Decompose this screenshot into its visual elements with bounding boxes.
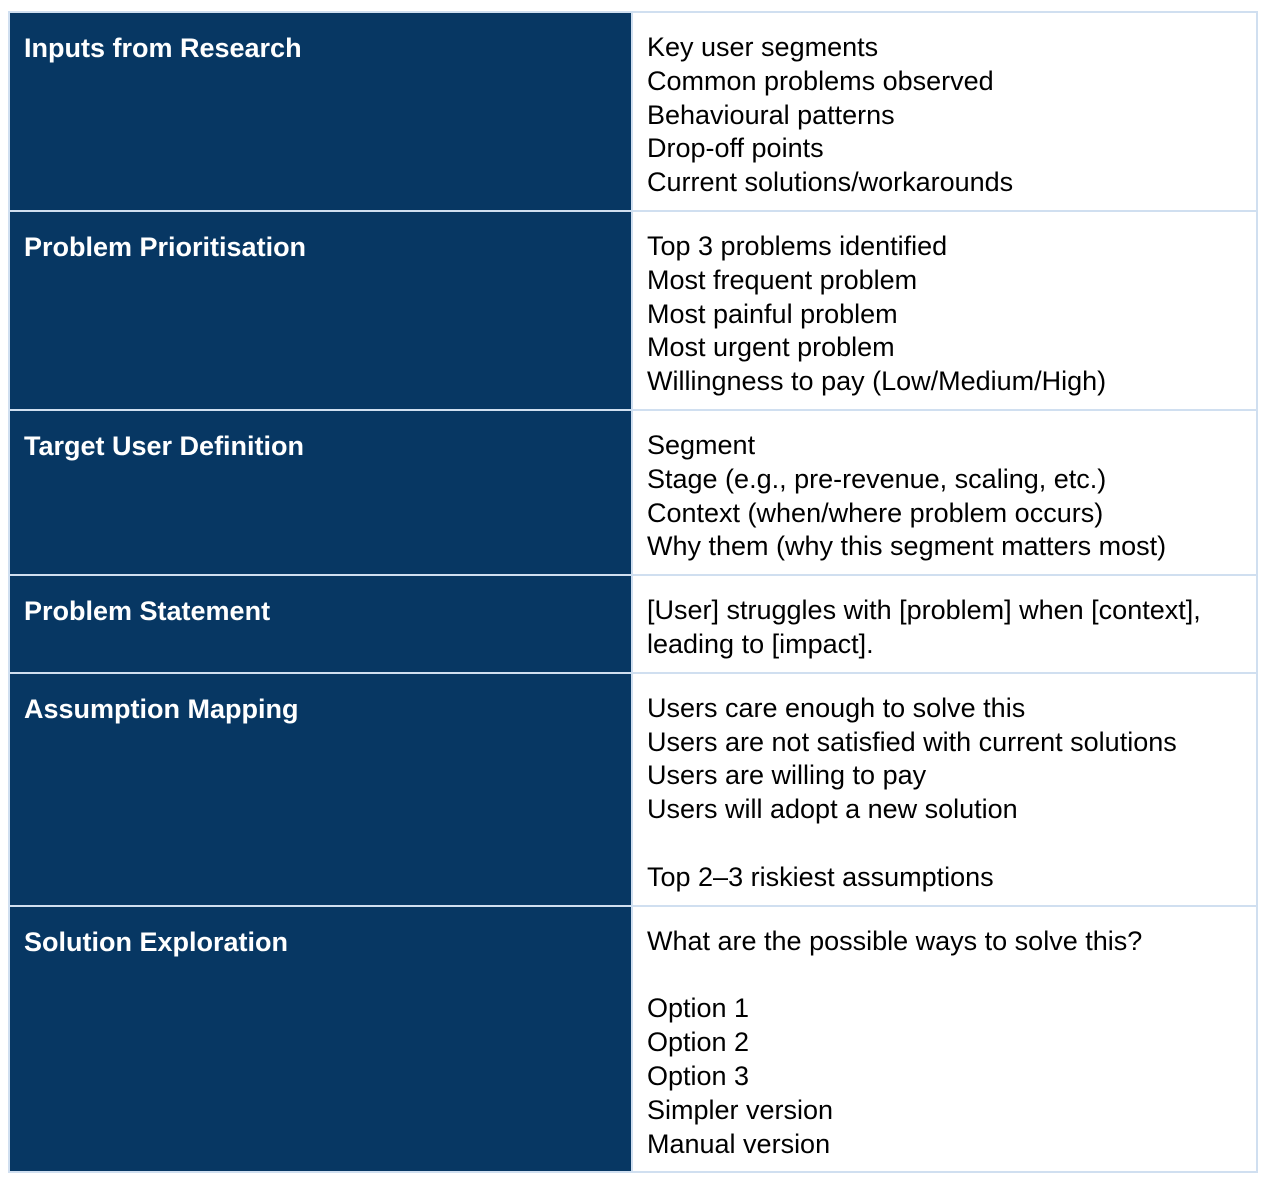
row-heading: Target User Definition <box>24 430 305 461</box>
table-row <box>9 673 1257 906</box>
content-line: Top 3 problems identified <box>647 231 948 261</box>
row-heading-cell <box>9 211 632 410</box>
content-line: Most painful problem <box>647 298 898 329</box>
content-line: Top 2–3 riskiest assumptions <box>647 861 994 892</box>
row-content-cell <box>632 906 1257 1173</box>
blank-line <box>647 959 1244 993</box>
row-heading-cell <box>9 673 632 906</box>
row-heading-cell <box>9 410 632 575</box>
row-content-cell <box>632 410 1257 575</box>
table-row <box>9 575 1257 673</box>
row-heading: Assumption Mapping <box>24 693 299 724</box>
content-line: Drop-off points <box>647 133 824 164</box>
content-line: Segment <box>647 429 756 460</box>
content-line: Users will adopt a new solution <box>647 794 1018 825</box>
row-content-cell <box>632 673 1257 906</box>
table-row <box>9 906 1257 1173</box>
table-row <box>9 12 1257 211</box>
blank-line <box>647 827 1244 861</box>
row-content-cell <box>632 211 1257 410</box>
row-heading-cell <box>9 575 632 673</box>
content-line: Why them (why this segment matters most) <box>647 531 1167 562</box>
content-line: Current solutions/workarounds <box>647 167 1014 198</box>
content-line: Behavioural patterns <box>647 99 895 130</box>
row-heading: Problem Prioritisation <box>24 232 307 262</box>
table-row <box>9 410 1257 575</box>
row-heading-cell <box>9 906 632 1173</box>
content-line: What are the possible ways to solve this? <box>647 925 1143 956</box>
framework-table <box>8 11 1258 1173</box>
content-line: Context (when/where problem occurs) <box>647 497 1104 528</box>
content-line: Option 2 <box>647 1027 750 1058</box>
content-line: Common problems observed <box>647 65 994 96</box>
problem-statement-template: [User] struggles with [problem] when [context], leading to [impact]. <box>647 595 1201 659</box>
row-content-cell <box>632 575 1257 673</box>
content-line: Key user segments <box>647 32 879 62</box>
row-heading: Inputs from Research <box>24 33 302 63</box>
content-line: Willingness to pay (Low/Medium/High) <box>647 366 1107 397</box>
content-line: Manual version <box>647 1128 831 1159</box>
content-line: Simpler version <box>647 1094 834 1125</box>
content-line: Users are not satisfied with current solutions <box>647 726 1177 757</box>
content-line: Most frequent problem <box>647 264 918 295</box>
table-row <box>9 211 1257 410</box>
content-line: Stage (e.g., pre-revenue, scaling, etc.) <box>647 463 1107 494</box>
row-content-cell <box>632 12 1257 211</box>
row-heading: Solution Exploration <box>24 926 288 957</box>
content-line: Most urgent problem <box>647 332 895 363</box>
row-heading: Problem Statement <box>24 596 271 627</box>
content-line: Option 3 <box>647 1060 750 1091</box>
content-line: Users are willing to pay <box>647 760 927 791</box>
content-line: Users care enough to solve this <box>647 692 1026 723</box>
content-line: Option 1 <box>647 993 750 1024</box>
row-heading-cell <box>9 12 632 211</box>
